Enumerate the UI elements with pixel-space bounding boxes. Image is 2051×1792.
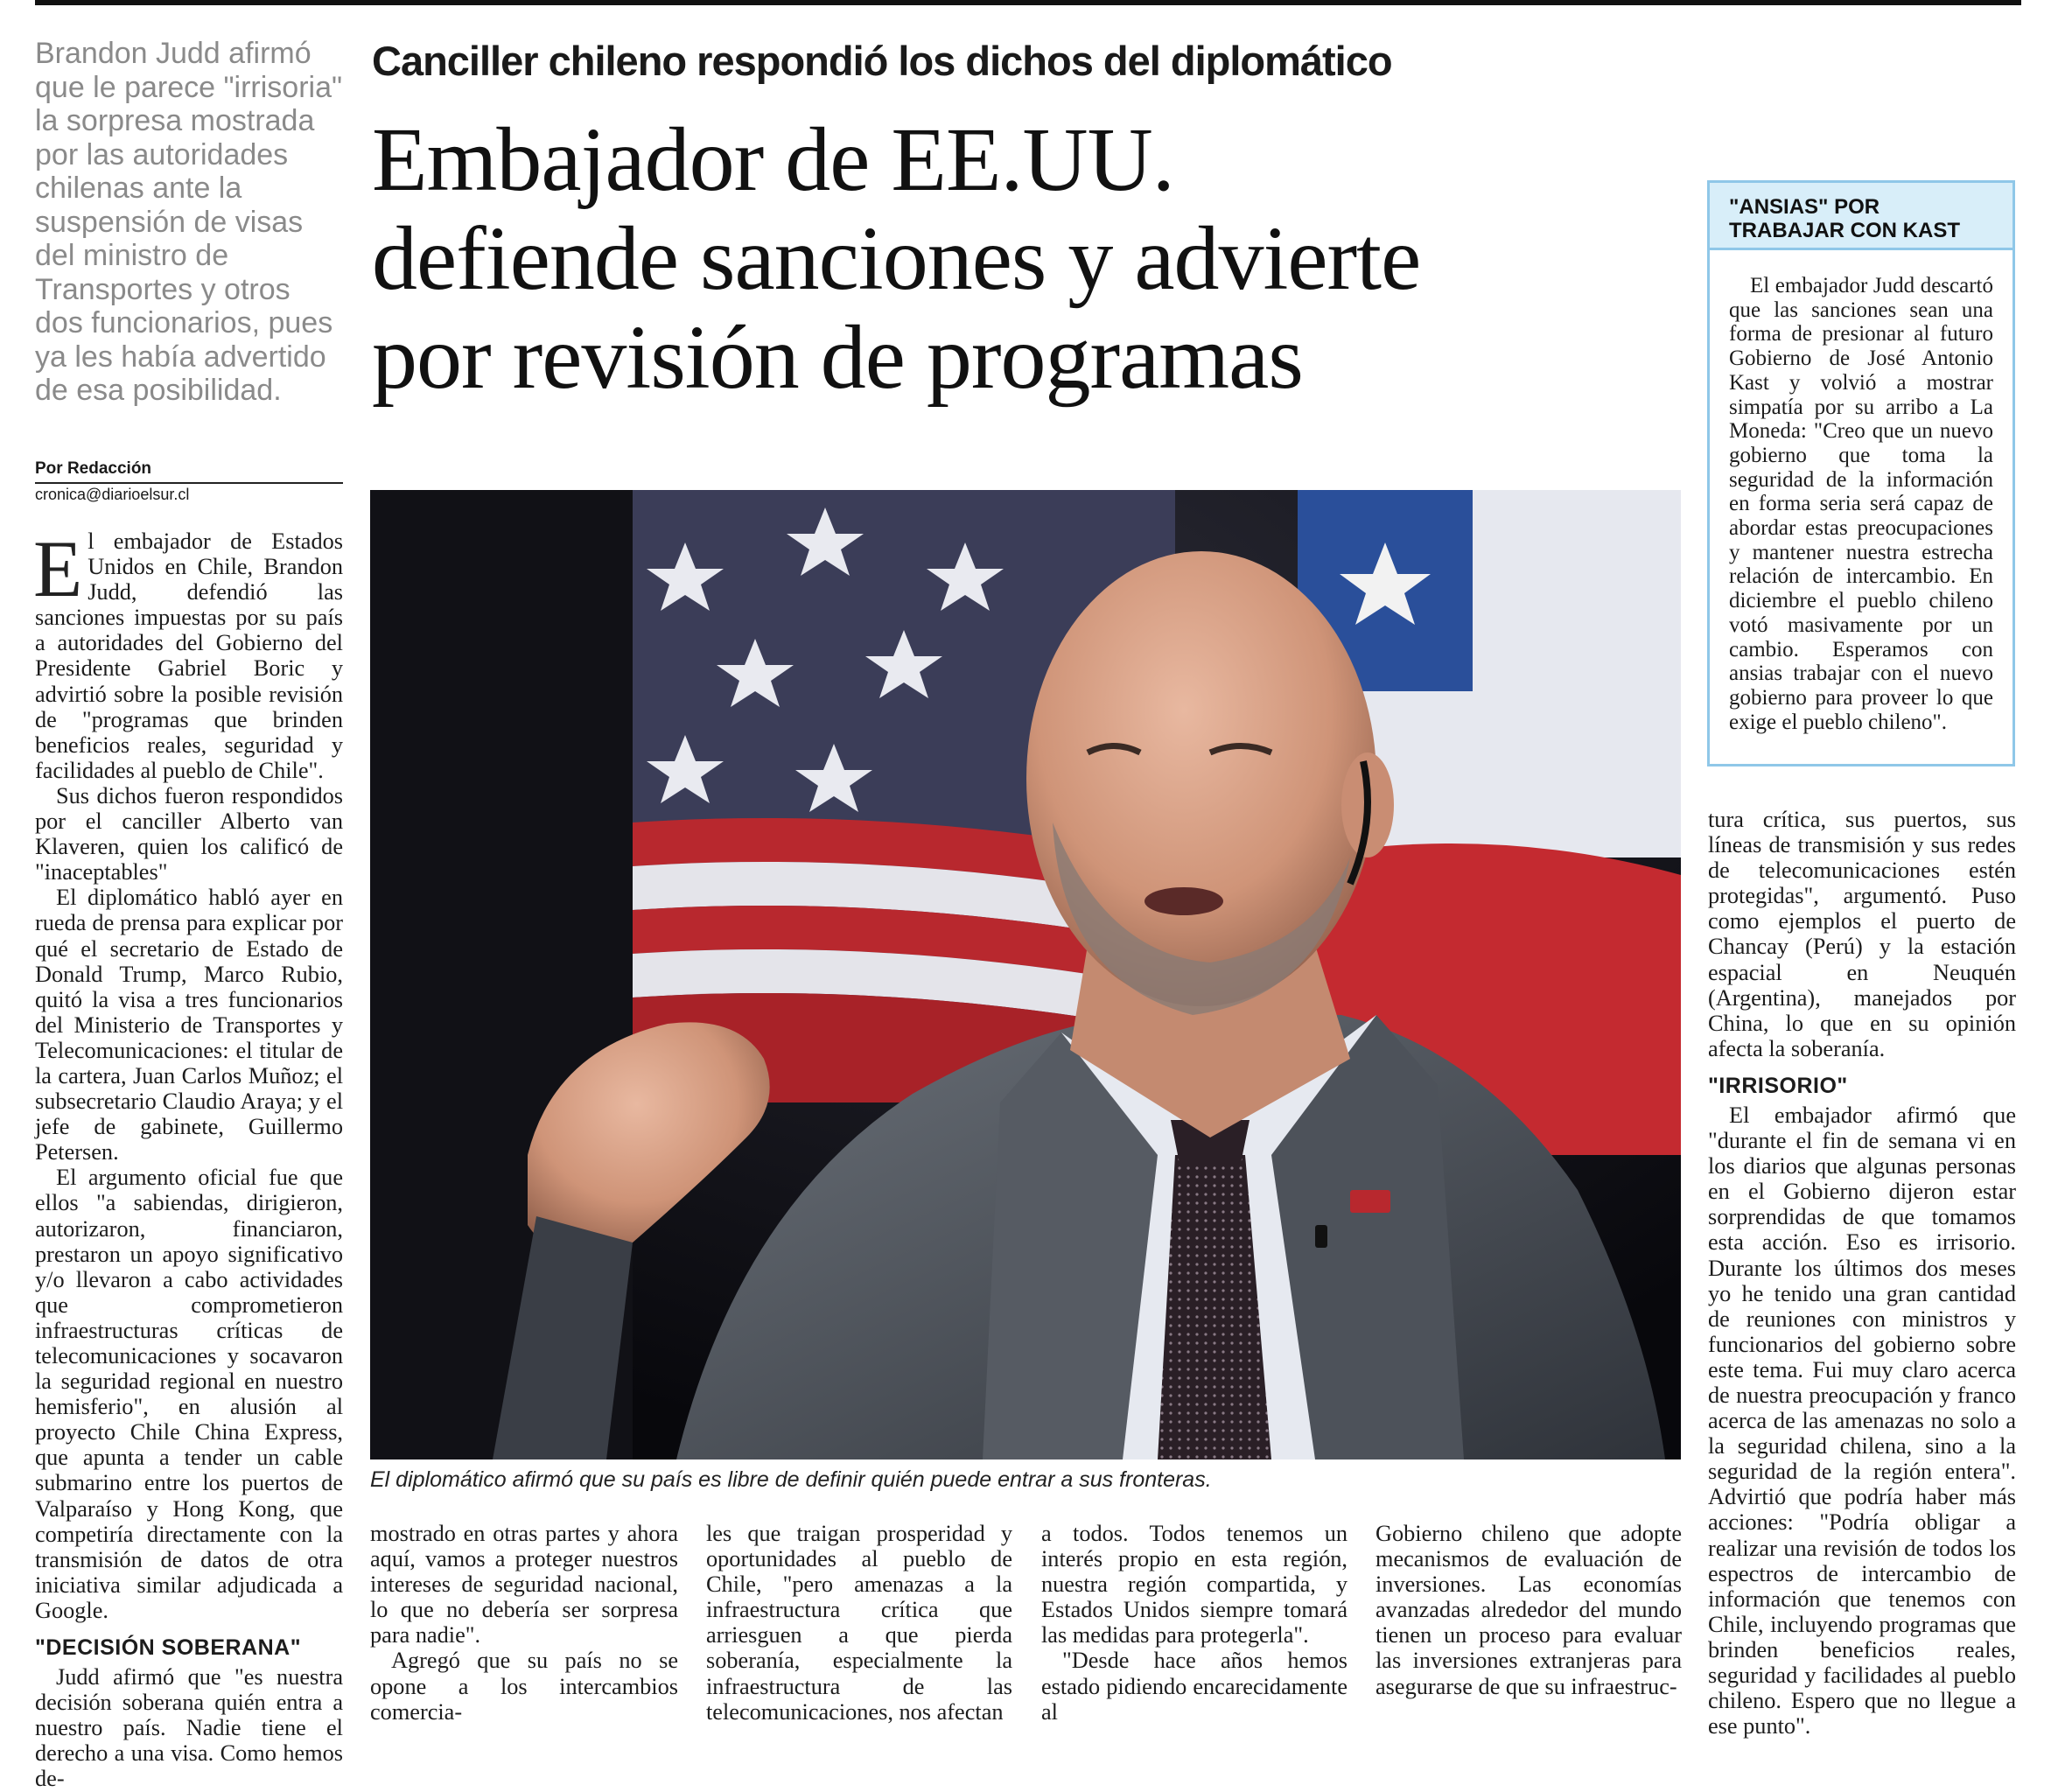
headline-line-1: Embajador de EE.UU. xyxy=(372,109,1174,210)
paragraph: El diplomático habló ayer en rueda de prensa para explicar por qué el secretario de Estado de Donald Trump, Marco Rubio, quitó la visa a tres funcionarios del Ministerio de Transportes y Telecomunicaciones: el titular de la cartera, Juan Carlos Muñoz; el subsecretario Claudio Araya; y el jefe de gabinete, Guillermo Petersen. xyxy=(35,885,343,1166)
headline-line-3: por revisión de programas xyxy=(372,307,1303,408)
photo-illustration xyxy=(370,490,1681,1460)
article-column-3 xyxy=(706,1521,1012,1725)
article-column-1 xyxy=(33,524,343,1792)
sidebar-box xyxy=(1707,180,2015,766)
paragraph: tura crítica, sus puertos, sus líneas de transmisión y sus redes de telecomunicaciones estén protegidas", argumentó. Puso como ejemplos el puerto de Chancay (Perú) y la estación espacial en Neuquén (Argentina), manejados por China, lo que en su opinión afecta la soberanía. xyxy=(1708,807,2016,1061)
paragraph: les que traigan prosperidad y oportunidades al pueblo de Chile, "pero amenazas a la infraestructura crítica que arriesguen a que pierda soberanía, especialmente la infraestructura de las telecomunicaciones, nos afectan xyxy=(706,1521,1012,1725)
headline xyxy=(372,110,1684,407)
paragraph: El embajador afirmó que "durante el fin de semana vi en los diarios que algunas personas en el Gobierno dijeron estar sorprendidas de que tomamos esta acción. Eso es irrisorio. Durante los últimos dos meses yo he tenido una gran cantidad de reuniones con ministros y funcionarios del gobierno sobre este tema. Fui muy claro acerca de nuestra preocupación y franco acerca de las amenazas no solo a la seguridad chilena, sino a la seguridad de la región entera". Advirtió que podría haber más acciones: "Podría obligar a realizar una revisión de todos los espectros de intercambio de información que tenemos con Chile, incluyendo programas que brinden beneficios reales, seguridad y facilidades al pueblo chileno. Espero que no llegue a ese punto". xyxy=(1708,1102,2016,1740)
paragraph: "Desde hace años hemos estado pidiendo encarecidamente al xyxy=(1041,1648,1348,1725)
sidebar-title-line-2: TRABAJAR CON KAST xyxy=(1729,219,1960,242)
paragraph: Sus dichos fueron respondidos por el canciller Alberto van Klaveren, quien los calificó de "inaceptables" xyxy=(35,782,343,886)
paragraph: Agregó que su país no se opone a los intercambios comercia- xyxy=(370,1648,678,1725)
sidebar-title-line-1: "ANSIAS" POR xyxy=(1729,195,1880,219)
sidebar-body: El embajador Judd descartó que las sanciones sean una forma de presionar al futuro Gobierno de José Antonio Kast y volvió a mostrar simpatía por su arribo a La Moneda: "Creo que un nuevo gobierno que toma la seguridad de la información en forma seria será capaz de abordar estas preocupaciones y mantener nuestra estrecha relación de intercambio. En diciembre el pueblo chileno votó masivamente por un cambio. Esperamos con ansias trabajar con el nuevo gobierno para proveer lo que exige el pueblo chileno". xyxy=(1729,274,1993,734)
paragraph: Judd afirmó que "es nuestra decisión soberana quién entra a nuestro país. Nadie tiene el derecho a una visa. Como hemos de- xyxy=(35,1664,343,1792)
byline xyxy=(35,459,343,505)
head xyxy=(1026,551,1376,1006)
lapel-mic xyxy=(1315,1225,1327,1248)
top-rule xyxy=(35,0,2021,5)
subheading: "IRRISORIO" xyxy=(1708,1073,1848,1098)
subheading: "DECISIÓN SOBERANA" xyxy=(35,1635,302,1661)
news-photo xyxy=(370,490,1681,1460)
byline-author: Por Redacción xyxy=(35,459,343,484)
byline-email[interactable]: cronica@diarioelsur.cl xyxy=(35,486,190,503)
paragraph: Gobierno chileno que adopte mecanismos de evaluación de inversiones. Las economías avanzadas alrededor del mundo tienen un proceso para evaluar las inversiones extranjeras para asegurarse de que su infraestruc- xyxy=(1376,1521,1682,1699)
sidebar-title xyxy=(1710,183,2012,250)
drop-cap: E xyxy=(33,524,83,613)
flag-pin xyxy=(1350,1190,1390,1213)
article-column-6 xyxy=(1708,807,2016,1739)
paragraph: a todos. Todos tenemos un interés propio en esta región, nuestra región compartida, y Estados Unidos siempre tomará las medidas para protegerla". xyxy=(1041,1521,1348,1648)
lede-summary: Brandon Judd afirmó que le parece "irrisoria" la sorpresa mostrada por las autoridades chilenas ante la suspensión de visas del ministro de Transportes y otros dos funcionarios, pues ya les había advertido de esa posibilidad. xyxy=(35,37,343,407)
paragraph: mostrado en otras partes y ahora aquí, vamos a proteger nuestros intereses de seguridad nacional, lo que no debería ser sorpresa para nadie". xyxy=(370,1521,678,1648)
headline-line-2: defiende sanciones y advierte xyxy=(372,208,1421,309)
article-column-5 xyxy=(1376,1521,1682,1699)
paragraph: El embajador de Estados Unidos en Chile, Brandon Judd, defendió las sanciones impuestas por su país a autoridades del Gobierno del Presidente Gabriel Boric y advirtió sobre la posible revisión de "programas que brinden beneficios reales, seguridad y facilidades al pueblo de Chile". xyxy=(33,524,343,783)
photo-caption: El diplomático afirmó que su país es libre de definir quién puede entrar a sus fronteras. xyxy=(370,1467,1212,1492)
paragraph: El argumento oficial fue que ellos "a sabiendas, dirigieron, autorizaron, financiaron, prestaron un apoyo significativo y/o llevaron a cabo actividades que comprometieron infraestructuras críticas de telecomunicaciones y socavaron la seguridad regional en nuestro hemisferio", en alusión al proyecto Chile China Express, que apunta a tender un cable submarino entre los puertos de Valparaíso y Hong Kong, que competiría directamente con la transmisión de datos de otra iniciativa similar adjudicada a Google. xyxy=(35,1165,343,1623)
kicker: Canciller chileno respondió los dichos del diplomático xyxy=(372,38,1392,84)
article-column-2 xyxy=(370,1521,678,1725)
article-column-4 xyxy=(1041,1521,1348,1725)
